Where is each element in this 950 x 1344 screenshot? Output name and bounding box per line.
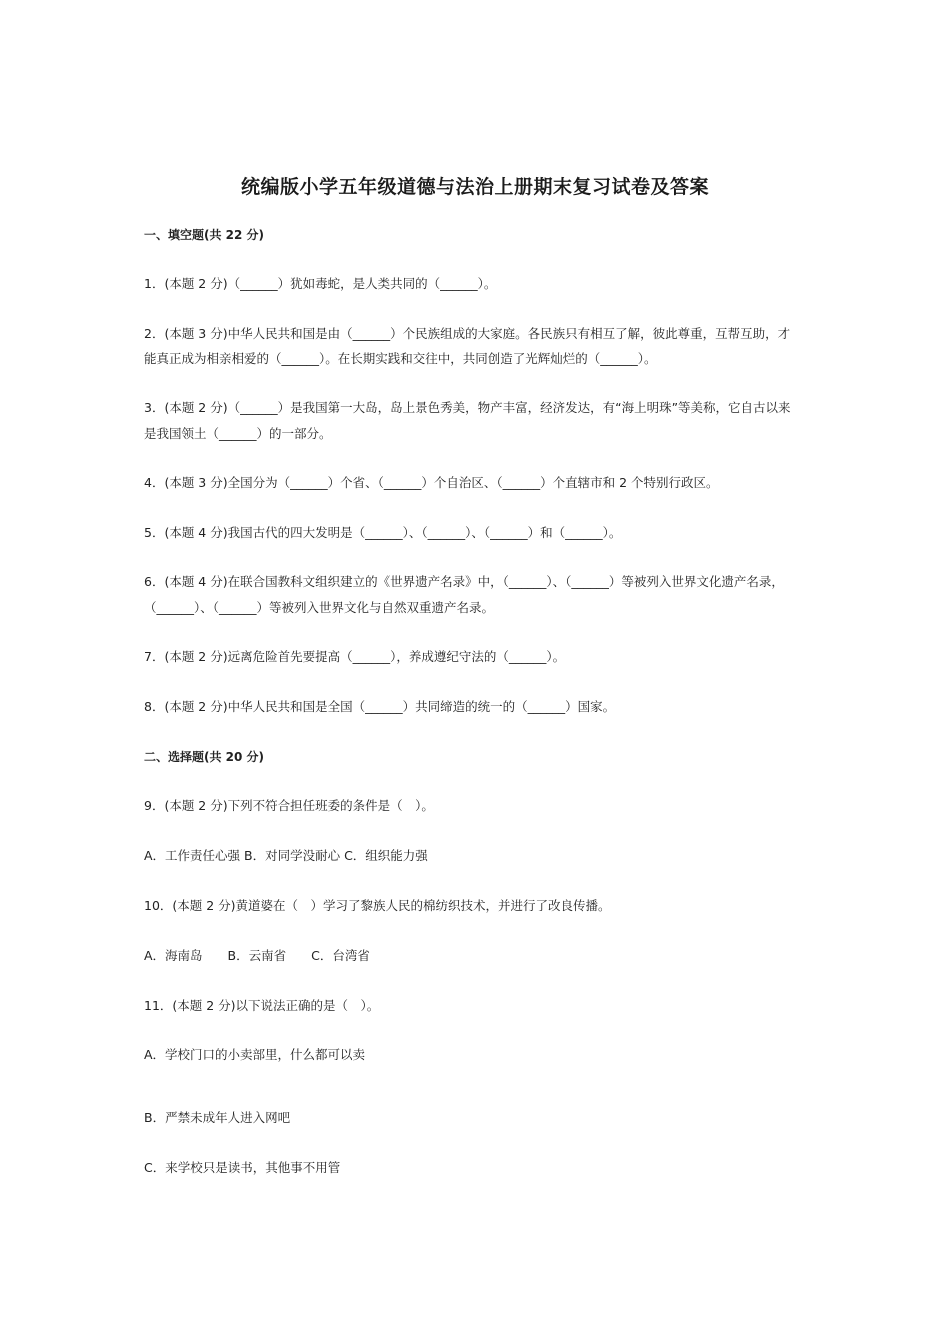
question-9-options: A．工作责任心强 B．对同学没耐心 C．组织能力强 (144, 848, 428, 863)
question-5: 5．(本题 4 分)我国古代的四大发明是（______）、（______）、（______）和（______）。 (144, 525, 622, 540)
question-3-line-2: 是我国领土（______）的一部分。 (144, 426, 332, 441)
question-11-option-c: C．来学校只是读书，其他事不用管 (144, 1160, 341, 1175)
document-title: 统编版小学五年级道德与法治上册期末复习试卷及答案 (240, 176, 709, 198)
question-9: 9．(本题 2 分)下列不符合担任班委的条件是（ ）。 (144, 798, 434, 813)
question-4: 4．(本题 3 分)全国分为（______）个省、（______）个自治区、（______）个直辖市和 2 个特别行政区。 (144, 475, 719, 490)
question-7: 7．(本题 2 分)远离危险首先要提高（______），养成遵纪守法的（______）。 (144, 649, 566, 664)
section-heading-fill-blank: 一、填空题(共 22 分) (144, 228, 265, 242)
question-6-line-1: 6．(本题 4 分)在联合国教科文组织建立的《世界遗产名录》中，（______）、（______）等被列入世界文化遗产名录， (144, 574, 784, 589)
question-2-line-1: 2．(本题 3 分)中华人民共和国是由（______）个民族组成的大家庭。各民族只有相互了解，彼此尊重，互帮互助，才 (144, 326, 791, 341)
question-11: 11．(本题 2 分)以下说法正确的是（ ）。 (144, 998, 380, 1013)
question-3-line-1: 3．(本题 2 分)（______）是我国第一大岛，岛上景色秀美，物产丰富，经济发达，有“海上明珠”等美称，它自古以来 (144, 400, 791, 415)
section-heading-multiple-choice: 二、选择题(共 20 分) (144, 750, 265, 764)
question-2-line-2: 能真正成为相亲相爱的（______）。在长期实践和交往中，共同创造了光辉灿烂的（______）。 (144, 351, 657, 366)
question-8: 8．(本题 2 分)中华人民共和国是全国（______）共同缔造的统一的（______）国家。 (144, 699, 616, 714)
question-10-options: A．海南岛 B．云南省 C．台湾省 (144, 948, 370, 963)
question-10: 10．(本题 2 分)黄道婆在（ ）学习了黎族人民的棉纺织技术，并进行了改良传播。 (144, 898, 611, 913)
question-6-line-2: （______）、（______）等被列入世界文化与自然双重遗产名录。 (144, 600, 495, 615)
question-11-option-b: B．严禁未成年人进入网吧 (144, 1110, 291, 1125)
question-11-option-a: A．学校门口的小卖部里，什么都可以卖 (144, 1047, 366, 1062)
question-1: 1．(本题 2 分)（______）犹如毒蛇，是人类共同的（______）。 (144, 276, 497, 291)
